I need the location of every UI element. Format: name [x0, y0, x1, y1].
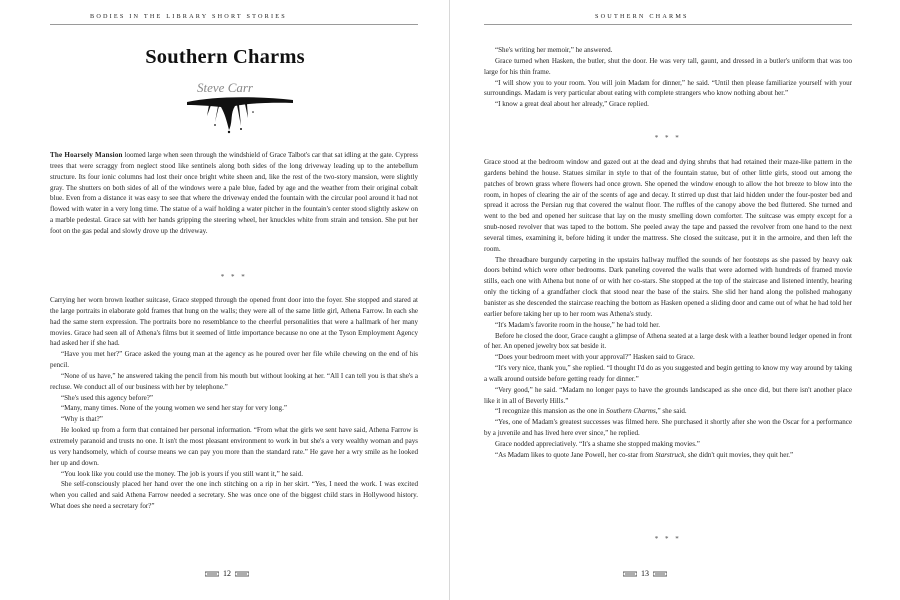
paragraph: “I will show you to your room. You will join Madam for dinner,” he said. “Until then please familiarize yourself with your surroundings. Madam is very particular about eating with complete strangers who know nothing about her.” — [484, 78, 852, 98]
paragraph: “None of us have,” he answered taking the pencil from his mouth but without looking at her. “All I can tell you is that she's a recluse. We conduct all of our business with her by telephone.” — [50, 371, 418, 391]
section-break: * * * — [220, 273, 248, 281]
folio-ornament-icon — [623, 571, 637, 577]
right-section-1 — [484, 45, 852, 110]
paragraph: “Have you met her?” Grace asked the young man at the agency as he poured over her file while chewing on the end of his pencil. — [50, 350, 418, 370]
film-title: Southern Charms — [606, 407, 656, 416]
paragraph: “As Madam likes to quote Jane Powell, her co-star from Starstruck, she didn't quit movies, they quit her.” — [495, 450, 794, 459]
folio-ornament-icon — [235, 571, 249, 577]
right-page — [450, 0, 900, 600]
paragraph: “It's very nice, thank you,” she replied. “I thought I'd do as you suggested and begin getting to know my way around by taking a walk around outside before getting ready for dinner.” — [484, 364, 852, 383]
paragraph: Carrying her worn brown leather suitcase, Grace stepped through the opened front door into the foyer. She stopped and stared at the large portraits in elaborate gold frames that hung on the walls; they were all of the same little girl, Athena Farrow. In each she had the same stern expression. The portraits bore no resemblance to the cheerful personalities that were a hallmark of her many movies. Grace had seen all of Athena's films but it seemed of little importance because no one at the Tyson Employment Agency had asked her if she had. — [50, 296, 418, 348]
opening-paragraph: The Hoarsely Mansion loomed large when seen through the windshield of Grace Talbot's car that sat idling at the gate. Cypress trees that were scraggy from neglect stood like sentinels along both sides of the long driveway leading up to the antebellum structure. Its four ionic columns had lost their once bright white sheen and, like the rest of the two-story mansion, were slightly gray. The shutters on both sides of all of the windows were a pale blue, faded by age and the weather from their original cobalt blue. Even from a distance it was easy to see that where the driveway ended the fountain with the circular pool around it had not flowed with water in a very long time. The statue of a waif holding a water pitcher in the fountain's center stood slightly askew on a marble pedestal. Grace sat with her hands gripping the steering wheel, her knuckles white from strain and tension. She put her foot on the gas pedal and slowly drove up the driveway. — [50, 151, 418, 235]
paragraph: “Yes, one of Madam's greatest successes was filmed here. She purchased it shortly after she won the Oscar for a performance by a juvenile and has lived here ever since,” he replied. — [484, 418, 852, 438]
folio-ornament-icon — [653, 571, 667, 577]
paragraph: “Does your bedroom meet with your approval?” Hasken said to Grace. — [495, 353, 695, 362]
left-section-2 — [50, 295, 418, 512]
section-break: * * * — [654, 134, 682, 142]
paragraph: “She's used this agency before?” — [61, 393, 154, 402]
paragraph: The threadbare burgundy carpeting in the upstairs hallway muffled the sounds of her footsteps as she passed by heavy oak doors behind which were other bedrooms. Dark paneling covered the walls that were adorned with hundreds of framed movie stills, each one with Athena but none of or with her co-stars. She stopped at the top of the staircase and listened intently, hearing only the ticking of a grandfather clock that stood near the base of the stairs. She slid her hand along the polished mahogany banister as she descended the staircase reaching the bottom as Hasken opened a sliding door and came out of what he had told her earlier before taking her up to her room was Athena's study. — [484, 255, 852, 318]
ink-splatter-ornament-icon — [185, 92, 295, 134]
story-title: Southern Charms — [145, 46, 305, 68]
paragraph: “You look like you could use the money. The job is yours if you still want it,” he said. — [61, 469, 303, 478]
paragraph: “I know a great deal about her already,” Grace replied. — [495, 100, 649, 109]
story-author: Steve Carr — [197, 80, 253, 95]
paragraph: She self-consciously placed her hand over the one inch stitching on a rip in her skirt. “Yes, I need the work. I was excited when you called and said Athena Farrow needed a secretary. She was once one of the biggest child stars in Hollywood history. What does she need a secretary for?” — [50, 480, 418, 511]
paragraph: Grace nodded appreciatively. “It's a shame she stopped making movies.” — [495, 439, 700, 448]
paragraph: “I recognize this mansion as the one in Southern Charms,” she said. — [495, 407, 687, 416]
folio-ornament-icon — [205, 571, 219, 577]
header-rule-left — [50, 24, 418, 25]
header-rule-right — [484, 24, 852, 25]
paragraph: “It's Madam's favorite room in the house,” he had told her. — [495, 320, 660, 329]
paragraph: Grace stood at the bedroom window and gazed out at the dead and dying shrubs that had retained their maze-like pattern in the gardens behind the house. Statues similar in style to that of the fountain statue, but of other little girls, stood out among the patches of brown grass where flowers had once grown. She opened the window enough to allow the hot breeze to blow into the room, in hopes of clearing the air of the scents of age and decay. It stirred up dust that laid hidden under the four-poster bed and spread it across the Persian rug that covered the walnut floor. The ruffles of the canopy above the bed fluttered. She turned and went to the bed and opened her suitcase that lay on the musty smelling down comforter. The suitcase was empty except for a snub-nosed revolver that was taped to the bottom. She peeled away the tape and passed the revolver from one hand to the next several times, examining it, before hiding it under the mattress. She closed the suitcase, put it in the armoire, and then left the room. — [484, 158, 852, 253]
paragraph: “Many, many times. None of the young women we send her stay for very long.” — [61, 404, 287, 413]
page-number-text: 12 — [223, 569, 231, 578]
running-head-right: SOUTHERN CHARMS — [595, 13, 689, 20]
opening-section — [50, 150, 418, 237]
paragraph: He looked up from a form that contained her personal information. “From what the girls we sent have said, Athena Farrow is extremely paranoid and trusts no one. It isn't the most pleasant environment to work in but she's a very wealthy woman and pays us very handsomely, which of course means we can pay you more than the standard rate.” He gave her a wry smile as he looked her up and down. — [50, 426, 418, 467]
running-head-left: BODIES IN THE LIBRARY SHORT STORIES — [90, 13, 287, 20]
paragraph: “Very good,” he said. “Madam no longer pays to have the grounds landscaped as she once did, but there isn't another place like it in all of Beverly Hills.” — [484, 385, 852, 405]
right-section-2 — [484, 157, 852, 461]
paragraph: Grace turned when Hasken, the butler, shut the door. He was very tall, gaunt, and dressed in a butler's uniform that was too large for his thin frame. — [484, 56, 852, 76]
film-title: Starstruck — [655, 450, 685, 459]
paragraph: Before he closed the door, Grace caught a glimpse of Athena seated at a large desk with a leather bound ledger opened in front of her. An opened jewelry box sat beside it. — [484, 331, 852, 351]
drop-lead: The Hoarsely Mansion — [50, 151, 123, 159]
page-number-right — [623, 569, 667, 578]
paragraph: “Why is that?” — [61, 415, 103, 424]
page-number-text: 13 — [641, 569, 649, 578]
section-break: * * * — [654, 535, 682, 543]
paragraph: “She's writing her memoir,” he answered. — [495, 46, 613, 54]
page-number-left — [205, 569, 249, 578]
